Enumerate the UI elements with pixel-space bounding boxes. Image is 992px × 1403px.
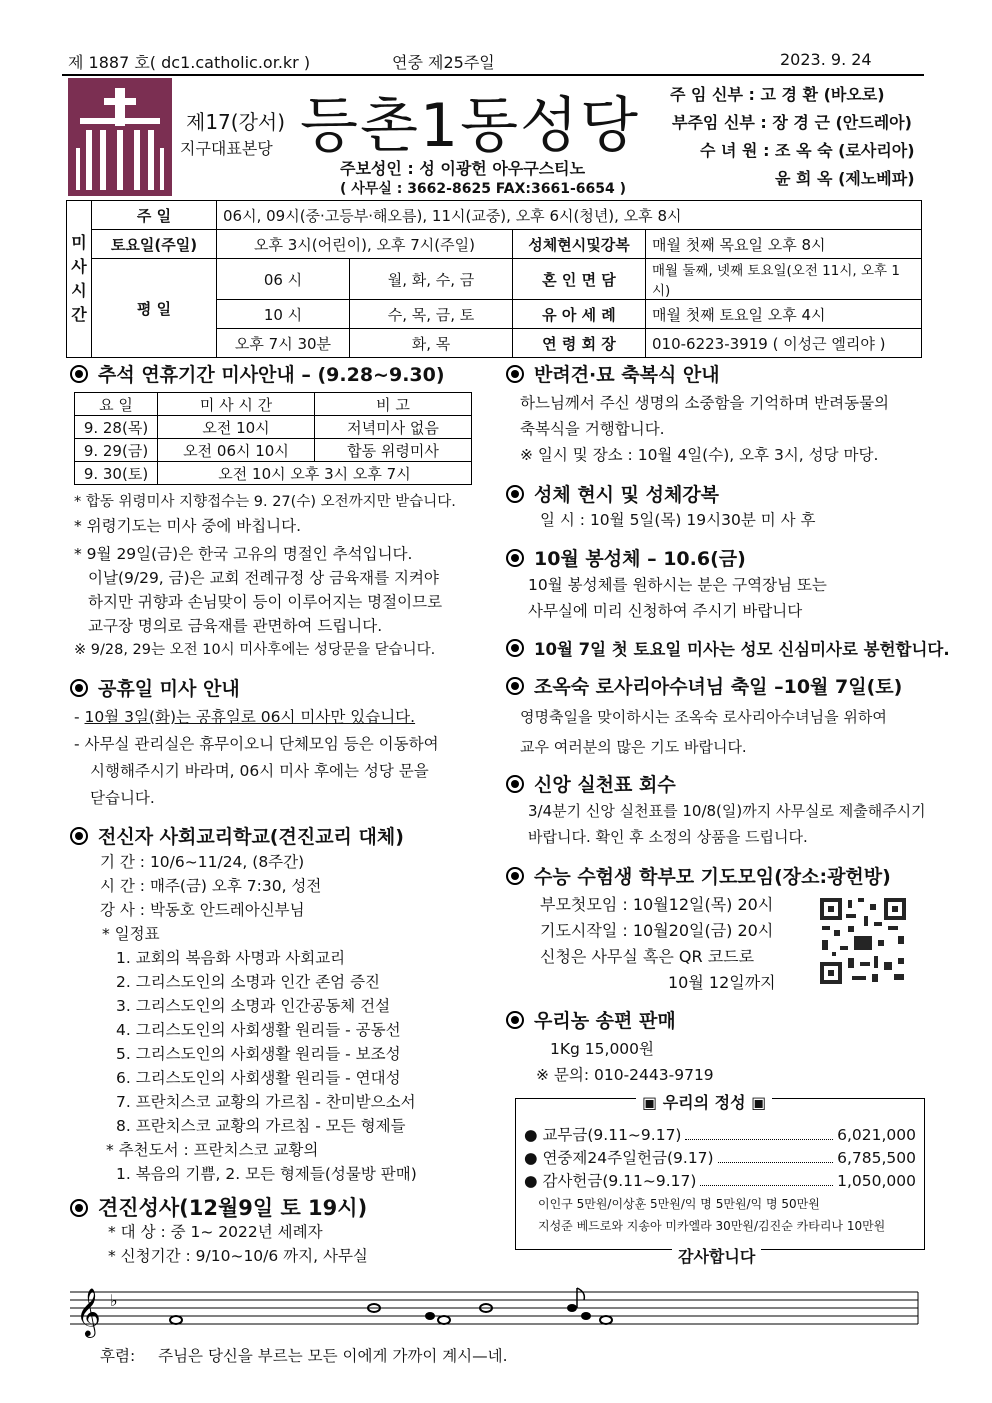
feast-section-title: 조옥숙 로사리아수녀님 축일 –10월 7일(토) — [506, 672, 902, 699]
weekday-time: 06 시 — [217, 259, 350, 300]
faith-section-title: 신앙 실천표 회수 — [506, 770, 676, 797]
circle-bullet-icon — [506, 1011, 524, 1029]
patron-saint: 주보성인 : 성 이광헌 아우구스티노 — [340, 159, 586, 178]
weekday-time: 오후 7시 30분 — [217, 329, 350, 358]
confirmation-text: * 대 상 : 중 1~ 2022년 세례자 * 신청기간 : 9/10~10/6 까지, 사무실 — [108, 1223, 368, 1265]
liturgical-week: 연중 제25주일 — [392, 53, 495, 72]
adoration-section-title: 성체 현시 및 성체강복 — [506, 480, 719, 507]
adoration-label: 성체현시및강복 — [513, 230, 646, 259]
adoration-value: 매월 첫째 목요일 오후 8시 — [646, 230, 922, 259]
chuseok-header-cell: 미 사 시 간 — [158, 393, 315, 416]
offering-row: ● 교무금(9.11~9.17) 6,021,000 — [524, 1126, 916, 1144]
weekday-days: 수, 목, 금, 토 — [350, 300, 513, 329]
chuseok-table — [74, 392, 472, 485]
circle-bullet-icon — [506, 677, 524, 695]
staff-sister-1: 수 녀 원 : 조 옥 숙 (로사리아) — [700, 141, 915, 160]
circle-bullet-icon — [506, 549, 524, 567]
offering-list — [524, 1124, 916, 1237]
svg-text:𝄞: 𝄞 — [76, 1287, 101, 1336]
weekday-info-value: 매월 둘째, 넷째 토요일(오전 11시, 오후 1시) — [646, 259, 922, 300]
chuseok-cell: 합동 위령미사 — [315, 439, 472, 462]
thanks-label: 감사합니다 — [672, 1244, 761, 1267]
issue-number: 제 1887 호( dc1.catholic.or.kr ) — [68, 53, 311, 72]
pet-blessing-text: 하느님께서 주신 생명의 소중함을 기억하며 반려동물의 축복식을 거행합니다. ※ 일시 및 장소 : 10월 4일(수), 오후 3시, 성당 마당. — [520, 394, 890, 464]
church-logo — [68, 78, 172, 196]
chuseok-notes: * 합동 위령미사 지향접수는 9. 27(수) 오전까지만 받습니다. * 위령기도는 미사 중에 바칩니다. * 9월 29일(금)은 한국 고유의 명절인 추석입니다. 이날(9/29, 금)은 교회 전례규정 상 금육재를 지켜야 하지만 귀향과 손님맞이 등이 이루어지는 명절이므로 교구장 명의로 금육재를 관면하여 드립니다. ※ 9/28, 29는 오전 10시 미사후에는 성당문을 닫습니다. — [74, 494, 456, 658]
chuseok-cell: 9. 29(금) — [75, 439, 158, 462]
communion-section-title: 10월 봉성체 – 10.6(금) — [506, 544, 746, 571]
staff-assistant: 부주임 신부 : 장 경 근 (안드레아) — [672, 113, 912, 132]
saturday-times: 오후 3시(어린이), 오후 7시(주일) — [217, 230, 513, 259]
offering-donors: 이인구 5만원/이상훈 5만원/익 명 5만원/익 명 50만원 지성준 베드로와 지송아 미카엘라 30만원/김진순 카타리나 10만원 — [538, 1197, 886, 1233]
offering-title: ▣ 우리의 정성 ▣ — [636, 1090, 772, 1113]
mass-side-label: 미사시간 — [67, 201, 92, 358]
svg-text:♭: ♭ — [110, 1291, 118, 1310]
chuseok-header-cell: 요 일 — [75, 393, 158, 416]
district-label: 제17(강서) — [186, 110, 286, 134]
circle-bullet-icon — [70, 679, 88, 697]
feast-text: 영명축일을 맞이하시는 조옥숙 로사리아수녀님을 위하여 교우 여러분의 많은 기도 바랍니다. — [520, 708, 887, 756]
chuseok-cell: 9. 30(토) — [75, 462, 158, 485]
chuseok-cell: 오전 10시 오후 3시 오후 7시 — [158, 462, 472, 485]
mass-schedule-table — [66, 200, 922, 358]
weekday-days: 화, 목 — [350, 329, 513, 358]
saturday-label: 토요일(주일) — [92, 230, 217, 259]
adoration-text: 일 시 : 10월 5일(목) 19시30분 미 사 후 — [540, 511, 816, 529]
holiday-section-title: 공휴일 미사 안내 — [70, 674, 240, 701]
weekday-info-label: 유 아 세 례 — [513, 300, 646, 329]
circle-bullet-icon — [70, 827, 88, 845]
church-title: 등촌1동성당 — [300, 91, 640, 161]
exam-prayer-title: 수능 수험생 학부모 기도모임(장소:광헌방) — [506, 862, 891, 889]
weekday-info-label: 연 령 회 장 — [513, 329, 646, 358]
sunday-label: 주 일 — [92, 201, 217, 230]
staff-pastor: 주 임 신부 : 고 경 환 (바오로) — [670, 85, 885, 104]
songpyeon-title: 우리농 송편 판매 — [506, 1006, 676, 1033]
refrain-lyrics — [100, 1344, 508, 1366]
circle-bullet-icon — [70, 365, 88, 383]
chuseok-cell: 9. 28(목) — [75, 416, 158, 439]
issue-date: 2023. 9. 24 — [780, 50, 872, 69]
circle-bullet-icon — [506, 365, 524, 383]
weekday-info-value: 010-6223-3919 ( 이성근 엘리야 ) — [646, 329, 922, 358]
issue-header-line — [62, 48, 924, 76]
chuseok-cell: 오전 10시 — [158, 416, 315, 439]
chuseok-cell: 오전 06시 10시 — [158, 439, 315, 462]
songpyeon-text: 1Kg 15,000원 ※ 문의: 010-2443-9719 — [536, 1040, 714, 1084]
school-text: 기 간 : 10/6~11/24, (8주간) 시 간 : 매주(금) 오후 7:30, 성전 강 사 : 박동호 안드레아신부님 * 일정표 1. 교회의 복음화 사명과 사회교리 2. 그리스도인의 소명과 인간 존엄 증진 3. 그리스도인의 소명과 인간공동체 건설 4. 그리스도인의 사회생활 원리들 - 공동선 5. 그리스도인의 사회생활 원리들 - 보조성 6. 그리스도인의 사회생활 원리들 - 연대성 7. 프란치스코 교황의 가르침 - 찬미받으소서 8. 프란치스코 교황의 가르침 - 모든 형제들 * 추천도서 : 프란치스코 교황의 1. 복음의 기쁨, 2. 모든 형제들(성물방 판매) — [100, 853, 417, 1183]
offering-row: ● 연중제24주일헌금(9.17) 6,785,500 — [524, 1149, 916, 1167]
weekday-info-label: 혼 인 면 담 — [513, 259, 646, 300]
circle-bullet-icon — [506, 639, 524, 657]
sunday-times: 06시, 09시(중·고등부·해오름), 11시(교중), 오후 6시(청년), 오후 8시 — [217, 201, 922, 230]
first-saturday-notice: 10월 7일 첫 토요일 미사는 성모 신심미사로 봉헌합니다. — [506, 636, 950, 660]
circle-bullet-icon — [506, 775, 524, 793]
exam-prayer-text: 부모첫모임 : 10월12일(목) 20시 기도시작일 : 10월20일(금) 20시 신청은 사무실 혹은 QR 코드로 10월 12일까지 — [540, 895, 776, 992]
chuseok-header-cell: 비 고 — [315, 393, 472, 416]
circle-bullet-icon — [506, 867, 524, 885]
office-contact: ( 사무실 : 3662-8625 FAX:3661-6654 ) — [340, 181, 627, 197]
weekday-time: 10 시 — [217, 300, 350, 329]
confirmation-section-title: 견진성사(12월9일 토 19시) — [70, 1192, 367, 1222]
faith-text: 3/4분기 신앙 실천표를 10/8(일)까지 사무실로 제출해주시기 바랍니다. 확인 후 소정의 상품을 드립니다. — [528, 802, 926, 846]
refrain-label: 후렴: — [100, 1347, 136, 1365]
pet-blessing-title: 반려견·묘 축복식 안내 — [506, 360, 720, 387]
district-sub-label: 지구대표본당 — [180, 139, 273, 158]
school-section-title: 전신자 사회교리학교(견진교리 대체) — [70, 822, 404, 849]
circle-bullet-icon — [506, 485, 524, 503]
circle-bullet-icon — [70, 1199, 88, 1217]
chuseok-section-title: 추석 연휴기간 미사안내 – (9.28~9.30) — [70, 360, 445, 387]
music-staff — [66, 1282, 926, 1342]
weekday-info-value: 매월 첫째 토요일 오후 4시 — [646, 300, 922, 329]
qr-code-icon[interactable] — [818, 896, 908, 986]
refrain-text: 주님은 당신을 부르는 모든 이에게 가까이 계시—네. — [158, 1347, 508, 1365]
staff-sister-2: 윤 희 옥 (제노베파) — [775, 169, 915, 188]
offering-row: ● 감사헌금(9.11~9.17) 1,050,000 — [524, 1172, 916, 1190]
weekday-label: 평 일 — [92, 259, 217, 358]
holiday-text: - 10월 3일(화)는 공휴일로 06시 미사만 있습니다. - 사무실 관리실은 휴무이오니 단체모임 등은 이동하여 시행해주시기 바라며, 06시 미사 후에는 성당 문을 닫습니다. — [74, 708, 439, 807]
weekday-days: 월, 화, 수, 금 — [350, 259, 513, 300]
chuseok-cell: 저녁미사 없음 — [315, 416, 472, 439]
communion-text: 10월 봉성체를 원하시는 분은 구역장님 또는 사무실에 미리 신청하여 주시기 바랍니다 — [528, 576, 827, 620]
